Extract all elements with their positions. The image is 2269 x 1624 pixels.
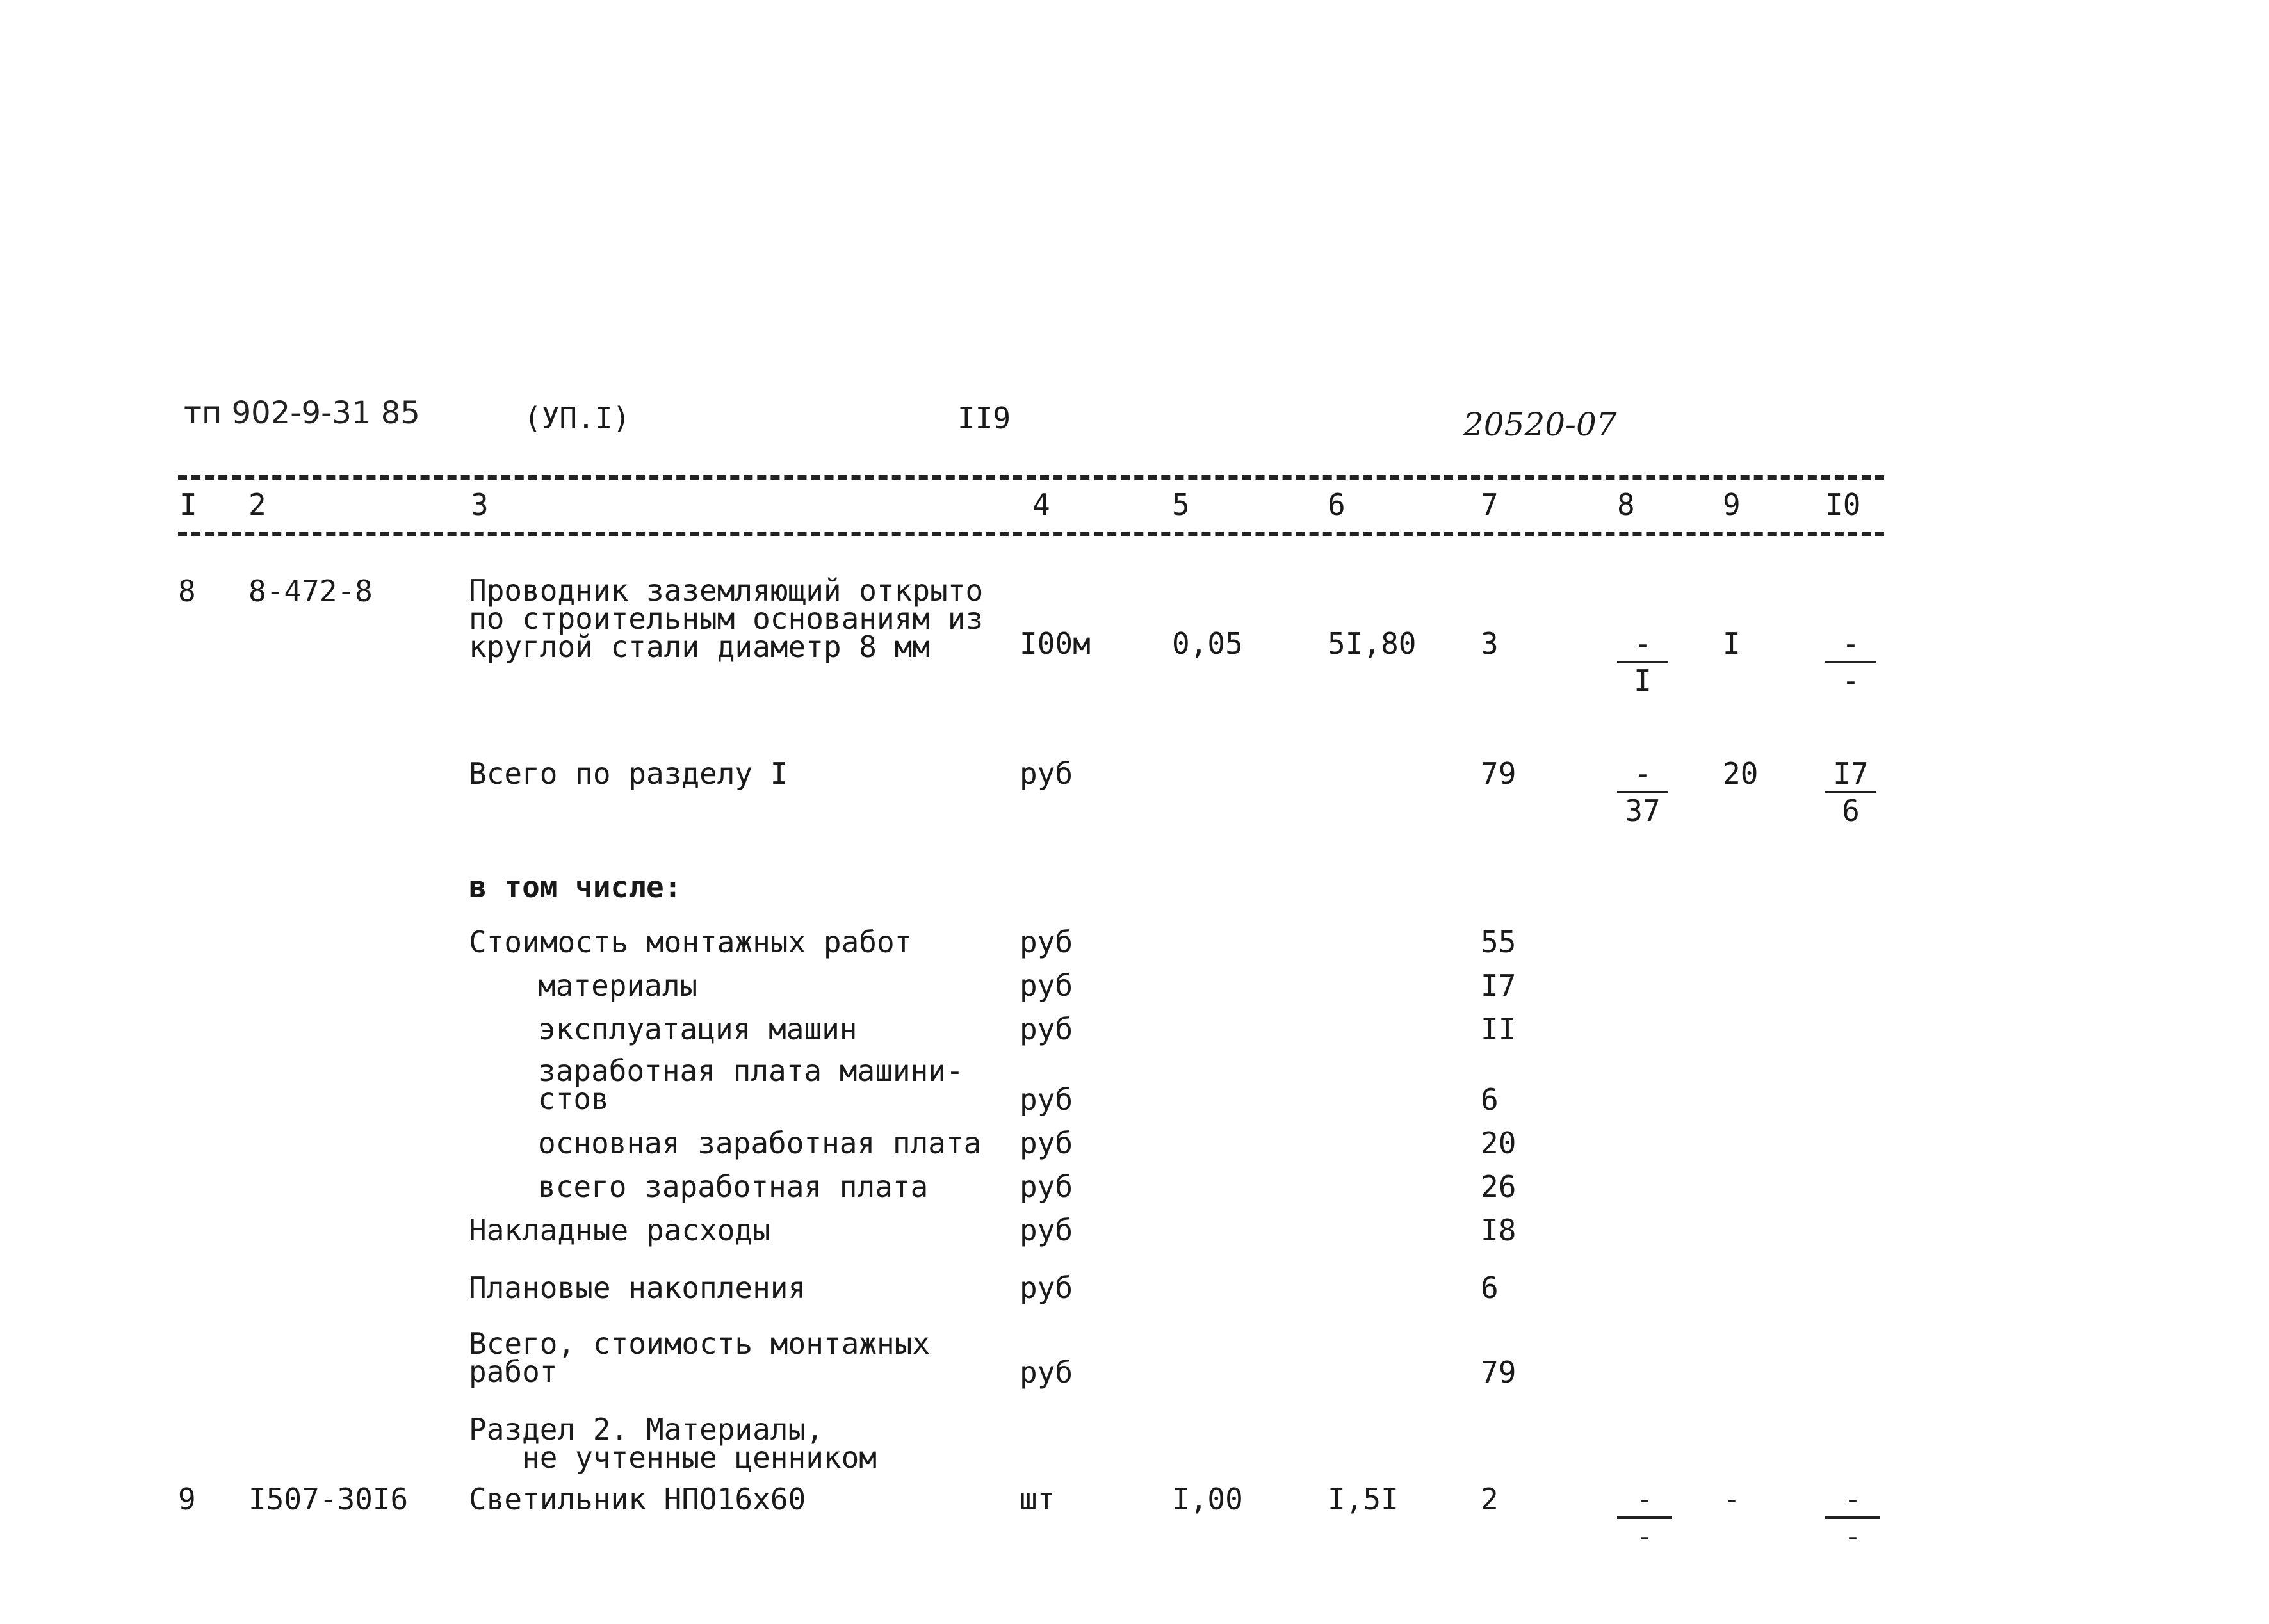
machines-label: эксплуатация машин [538,1012,858,1046]
profit-label: Плановые накопления [469,1271,806,1305]
total-section-col8-fraction [1617,756,1668,828]
row9-col8-top: - [1636,1482,1654,1516]
base-wages-label: основная заработная плата [538,1126,982,1160]
overhead-total: I8 [1481,1213,1517,1247]
row9-price: I,5I [1328,1482,1399,1516]
overhead-unit: руб [1020,1213,1073,1247]
overhead-label: Накладные расходы [469,1213,770,1247]
document-number: 20520-07 [1463,406,1617,443]
row9-col10-fraction [1825,1482,1880,1554]
all-wages-unit: руб [1020,1169,1073,1204]
row9-total: 2 [1481,1482,1499,1516]
row9-qty: I,00 [1172,1482,1243,1516]
grand-total-total: 79 [1481,1355,1517,1390]
row9-col8-fraction [1617,1482,1672,1554]
including-label: в том числе: [469,870,682,904]
profit-unit: руб [1020,1271,1073,1305]
montazh-label: Стоимость монтажных работ [469,925,913,959]
montazh-unit: руб [1020,925,1073,959]
total-section-col9: 20 [1723,756,1759,791]
row8-col8-top: - [1634,626,1652,661]
total-section-col8-top: - [1634,756,1652,791]
row9-col10-top: - [1844,1482,1862,1516]
wages-machinists-unit: руб [1020,1082,1073,1117]
row9-col8-bottom: - [1636,1519,1654,1554]
row8-col10-bottom: - [1842,663,1860,698]
total-section-label: Всего по разделу I [469,756,788,791]
row8-total: 3 [1481,626,1499,661]
machines-unit: руб [1020,1012,1073,1046]
header-rule-bottom [178,532,1884,536]
row8-code: 8-472-8 [248,574,373,608]
section2-heading: Раздел 2. Материалы, не учтенные ценником [469,1412,877,1475]
col-header-5: 5 [1172,487,1190,522]
total-section-col8-bottom: 37 [1625,793,1661,828]
project-code: тп 902-9-31 85 [184,395,420,431]
base-wages-total: 20 [1481,1126,1517,1160]
wages-machinists-label: заработная плата машини- стов [538,1053,964,1116]
row8-col10-top: - [1842,626,1860,661]
row9-col10-bottom: - [1844,1519,1862,1554]
col-header-4: 4 [1032,487,1050,522]
col-header-8: 8 [1617,487,1635,522]
total-section-col10-bottom: 6 [1842,793,1860,828]
row8-col9: I [1723,626,1741,661]
col-header-3: 3 [471,487,489,522]
row8-qty: 0,05 [1172,626,1243,661]
page-number: II9 [957,401,1011,435]
row9-code: I507-30I6 [248,1482,409,1516]
col-header-1: I [179,487,197,522]
wages-machinists-total: 6 [1481,1082,1499,1117]
total-section-total: 79 [1481,756,1517,791]
base-wages-unit: руб [1020,1126,1073,1160]
row9-unit: шт [1020,1482,1055,1516]
row8-unit: I00м [1020,626,1091,661]
row8-price: 5I,80 [1328,626,1417,661]
row8-col10-fraction [1825,626,1876,698]
all-wages-label: всего заработная плата [538,1169,929,1204]
grand-total-label: Всего, стоимость монтажных работ [469,1326,931,1389]
row9-name: Светильник НПО16х60 [469,1482,806,1516]
col-header-10: I0 [1825,487,1861,522]
montazh-total: 55 [1481,925,1517,959]
grand-total-unit: руб [1020,1355,1073,1390]
total-section-unit: руб [1020,756,1073,791]
row8-number: 8 [178,574,196,608]
row8-name: Проводник заземляющий открыто по строительным основаниям из круглой стали диаметр 8 мм [469,573,984,664]
col-header-6: 6 [1328,487,1346,522]
row9-col9: - [1723,1482,1741,1516]
row9-number: 9 [178,1482,196,1516]
materials-label: материалы [538,968,698,1003]
col-header-2: 2 [248,487,266,522]
row8-col8-fraction [1617,626,1668,698]
machines-total: II [1481,1012,1517,1046]
all-wages-total: 26 [1481,1169,1517,1204]
total-section-col10-top: I7 [1833,756,1869,791]
col-header-9: 9 [1723,487,1741,522]
materials-unit: руб [1020,968,1073,1003]
section-code: (УП.I) [524,401,631,435]
total-section-col10-fraction [1825,756,1876,828]
row8-col8-bottom: I [1634,663,1652,698]
profit-total: 6 [1481,1271,1499,1305]
materials-total: I7 [1481,968,1517,1003]
col-header-7: 7 [1481,487,1499,522]
header-rule-top [178,475,1884,480]
